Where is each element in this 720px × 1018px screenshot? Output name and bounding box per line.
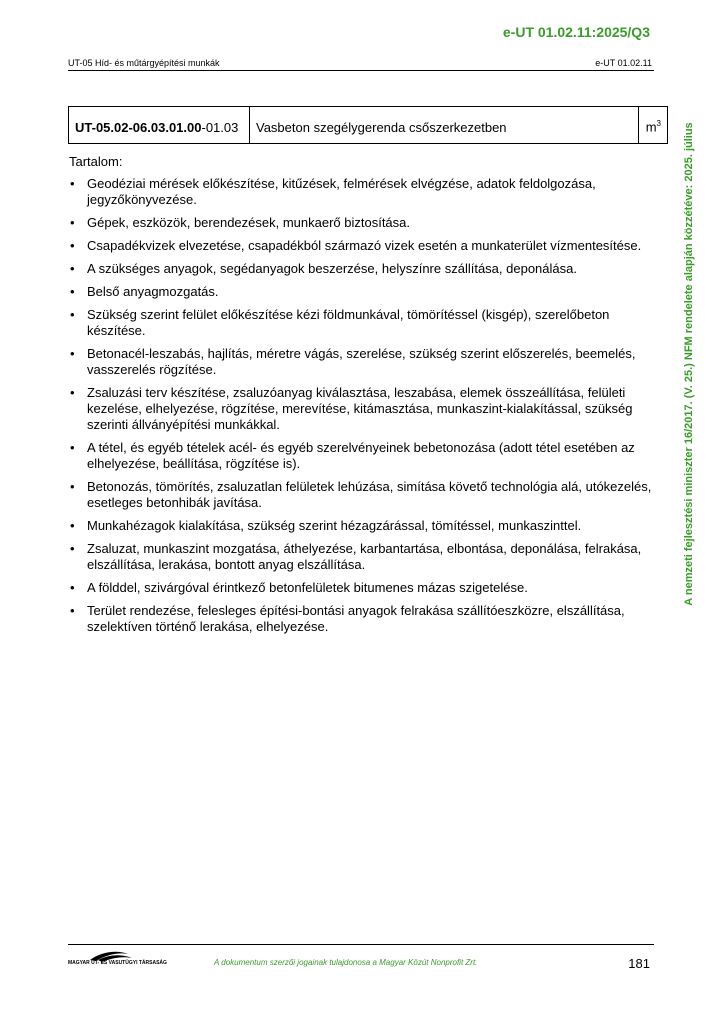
list-item	[68, 440, 654, 472]
bullet-icon: •	[70, 346, 75, 361]
item-row	[69, 107, 668, 144]
item-table	[68, 106, 668, 144]
list-item-text: Szükség szerint felület előkészítése kézi földmunkával, tömörítéssel (kisgép), szerelőbeton készítése.	[87, 307, 610, 338]
item-unit-base: m	[645, 119, 657, 135]
list-item	[68, 603, 654, 635]
list-item	[68, 215, 654, 231]
list-item-text: Munkahézagok kialakítása, szükség szerint hézagzárással, tömítéssel, munkaszinttel.	[87, 518, 582, 533]
page-number: 181	[628, 956, 650, 971]
footer-divider	[68, 944, 654, 945]
bullet-icon: •	[70, 307, 75, 322]
list-item-text: A tétel, és egyéb tételek acél- és egyéb szerelvényeinek bebetonozása (adott tétel esetében az elhelyezése, beállítása, rögzítése is).	[87, 440, 635, 471]
bullet-icon: •	[70, 238, 75, 253]
list-item	[68, 284, 654, 300]
list-item-text: Belső anyagmozgatás.	[87, 284, 219, 299]
header-divider	[68, 70, 654, 71]
bullet-icon: •	[70, 479, 75, 494]
item-unit	[639, 107, 668, 144]
bullet-icon: •	[70, 385, 75, 400]
item-code-suffix: -01.03	[201, 119, 239, 135]
content-label: Tartalom:	[69, 154, 123, 169]
society-logo-text: MAGYAR UT- ÉS VASUTÜGYI TÁRSASÁG	[68, 960, 167, 966]
list-item	[68, 541, 654, 573]
list-item-text: Geodéziai mérések előkészítése, kitűzések, felmérések elvégzése, adatok feldolgozása, jegyzőkönyvezése.	[87, 176, 596, 207]
bullet-icon: •	[70, 261, 75, 276]
item-code	[69, 107, 250, 144]
document-code: e-UT 01.02.11:2025/Q3	[502, 24, 650, 40]
bullet-icon: •	[70, 284, 75, 299]
content-list	[68, 176, 654, 642]
list-item-text: A szükséges anyagok, segédanyagok beszerzése, helyszínre szállítása, deponálása.	[87, 261, 577, 276]
item-description: Vasbeton szegélygerenda csőszerkezetben	[250, 107, 639, 144]
copyright-note: A dokumentum szerzői jogainak tulajdonosa a Magyar Közút Nonprofit Zrt.	[214, 958, 478, 967]
list-item-text: Csapadékvizek elvezetése, csapadékból származó vizek esetén a munkaterület vízmentesítése.	[87, 238, 642, 253]
bullet-icon: •	[70, 176, 75, 191]
list-item	[68, 346, 654, 378]
bullet-icon: •	[70, 580, 75, 595]
publication-side-note: A nemzeti fejlesztési miniszter 16/2017. (V. 25.) NFM rendelete alapján közzétéve: 2025. július	[683, 122, 695, 606]
list-item	[68, 307, 654, 339]
running-header-code: e-UT 01.02.11	[595, 58, 652, 68]
list-item	[68, 176, 654, 208]
list-item-text: Gépek, eszközök, berendezések, munkaerő biztosítása.	[87, 215, 411, 230]
list-item-text: Betonacél-leszabás, hajlítás, méretre vágás, szerelése, szükség szerint előszerelés, beemelés, vasszerelés rögzítése.	[87, 346, 636, 377]
list-item	[68, 238, 654, 254]
running-header-title: UT-05 Híd- és műtárgyépítési munkák	[68, 58, 220, 68]
bullet-icon: •	[70, 541, 75, 556]
list-item	[68, 580, 654, 596]
bullet-icon: •	[70, 440, 75, 455]
list-item-text: Betonozás, tömörítés, zsaluzatlan felületek lehúzása, simítása követő technológia alá, utókezelés, esetleges betonhibák javítása.	[87, 479, 652, 510]
list-item-text: Terület rendezése, felesleges építési-bontási anyagok felrakása szállítóeszközre, elszállítása, szelektíven történő lerakása, elhelyezése.	[87, 603, 625, 634]
list-item	[68, 261, 654, 277]
bullet-icon: •	[70, 215, 75, 230]
list-item-text: Zsaluzat, munkaszint mozgatása, áthelyezése, karbantartása, elbontása, deponálása, felrakása, elszállítása, lerakása, bontott anyag elszállítása.	[87, 541, 642, 572]
item-unit-exponent: 3	[656, 119, 661, 129]
item-code-main: UT-05.02-06.03.01.00	[75, 119, 202, 135]
list-item	[68, 385, 654, 433]
list-item	[68, 479, 654, 511]
bullet-icon: •	[70, 603, 75, 618]
list-item	[68, 518, 654, 534]
list-item-text: A földdel, szivárgóval érintkező betonfelületek bitumenes mázas szigetelése.	[87, 580, 528, 595]
bullet-icon: •	[70, 518, 75, 533]
list-item-text: Zsaluzási terv készítése, zsaluzóanyag kiválasztása, leszabása, elemek összeállítása, felületi kezelése, elhelyezése, rögzítése, merevítése, kitámasztása, munkaszint-kialakítással, szükség szerinti állványépítési munkákkal.	[87, 385, 633, 432]
